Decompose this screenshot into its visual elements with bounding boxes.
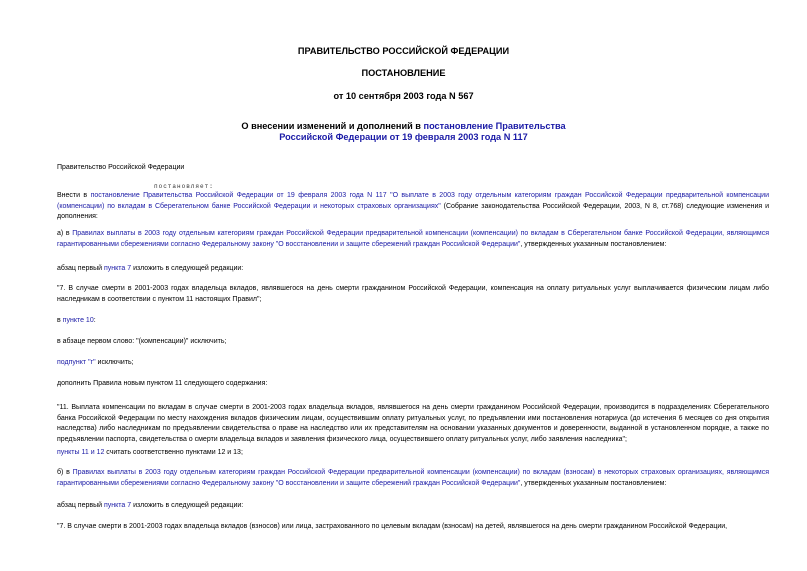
document-title — [0, 121, 807, 143]
paragraph-2 — [57, 229, 769, 250]
paragraph-11 — [57, 468, 769, 489]
doc-type-heading: ПОСТАНОВЛЕНИЕ — [361, 68, 446, 78]
paragraph-4: "7. В случае смерти в 2001-2003 годах владельца вкладов, являвшегося на день смерти гражданином Российской Федерации, компенсация на оплату ритуальных услуг выплачивается физическим лицам либо наследникам в соответствии с пунктом 11 настоящих Правил"; — [57, 285, 769, 303]
p3-text-a: абзац первый — [57, 265, 104, 272]
paragraph-13: "7. В случае смерти в 2001-2003 годах владельца вкладов (взносов) или лица, застрахованного по целевым вкладам (взносам) на детей, являвшегося на день смерти гражданином Российской Федерации, — [57, 523, 728, 530]
title-link-line1[interactable]: постановление Правительства — [423, 121, 566, 131]
p2-link[interactable]: Правилах выплаты в 2003 году отдельным категориям граждан Российской Федерации предварительной компенсации (компенсации) по вкладам в Сберегательном банке Российской Федерации, являющимся гарантированными сбережениями согласно Федеральному закону "О восстановлении и защите сбережений граждан Российской Федерации" — [57, 230, 769, 248]
paragraph-12 — [57, 501, 769, 512]
title-prefix: О внесении изменений и дополнений в — [241, 121, 424, 131]
p7-text-b: исключить; — [95, 359, 134, 366]
decrees-line: постановляет: — [154, 183, 214, 190]
paragraph-3 — [57, 264, 769, 275]
date-number-heading: от 10 сентября 2003 года N 567 — [333, 91, 474, 101]
p12-link[interactable]: пункта 7 — [104, 502, 132, 509]
title-link-line2[interactable]: Российской Федерации от 19 февраля 2003 года N 117 — [279, 132, 528, 142]
p5-text-a: в — [57, 317, 63, 324]
p5-link[interactable]: пункте 10 — [62, 317, 94, 324]
paragraph-7 — [57, 358, 769, 369]
p1-link[interactable]: постановление Правительства Российской Федерации от 19 февраля 2003 года N 117 "О выплате в 2003 году отдельным категориям граждан Российской Федерации предварительной компенсации (компенсации) по вкладам в Сберегательном банке Российской Федерации и некоторых страховых организациях" — [57, 192, 770, 210]
p7-link[interactable]: подпункт "г" — [57, 359, 96, 366]
p11-link[interactable]: Правилах выплаты в 2003 году отдельным категориям граждан Российской Федерации предварительной компенсации (компенсации) по вкладам (взносам) в некоторых страховых организациях, являющимся гарантированными сбережениями согласно Федеральному закону "О восстановлении и защите сбережений граждан Российской Федерации" — [57, 469, 769, 487]
p3-link[interactable]: пункта 7 — [104, 265, 132, 272]
paragraph-10 — [57, 448, 769, 459]
p11-text-b: , утвержденных указанным постановлением: — [520, 479, 667, 487]
paragraph-8: дополнить Правила новым пунктом 11 следующего содержания: — [57, 380, 268, 387]
p12-text-a: абзац первый — [57, 502, 104, 509]
paragraph-5 — [57, 316, 769, 327]
p2-text-a: а) в — [57, 230, 73, 237]
p1-text-b: (Собрание законодательства Российской Федерации, 2003, N 8, ст.768) следующие изменения и дополнения: — [57, 202, 769, 220]
p3-text-b: изложить в следующей редакции: — [131, 265, 244, 272]
p11-text-a: б) в — [57, 469, 73, 476]
paragraph-9: "11. Выплата компенсации по вкладам в случае смерти в 2001-2003 годах владельца вкладов, являвшегося на день смерти гражданином Российской Федерации, производится в подразделениях Сберегательного банка Российской Федерации по месту нахождения вкладов физическим лицам, осуществившим оплату ритуальных услуг, по предъявлении ими постановления нотариуса (до истечения 6 месяцев со дня открытия наследства) либо наследникам по предъявлении свидетельства о праве на наследство или их представителям на основании указанных документов и доверенности, выданной в установленном порядке, а также по предъявлении паспорта, свидетельства о смерти владельца вкладов и заявления физического лица, осуществившего оплату ритуальных услуг, либо заявления наследника"; — [57, 404, 769, 443]
p5-text-b: : — [93, 317, 96, 324]
paragraph-1 — [57, 191, 769, 223]
p2-text-b: , утвержденных указанным постановлением: — [520, 240, 667, 248]
p1-text-a: Внести в — [57, 192, 91, 199]
authority-heading: ПРАВИТЕЛЬСТВО РОССИЙСКОЙ ФЕДЕРАЦИИ — [297, 46, 510, 56]
government-line: Правительство Российской Федерации — [57, 164, 185, 171]
paragraph-6: в абзаце первом слово: "(компенсации)" исключить; — [57, 338, 227, 345]
p10-text-b: считать соответственно пунктами 12 и 13; — [104, 449, 243, 456]
p10-link[interactable]: пункты 11 и 12 — [57, 449, 105, 456]
p12-text-b: изложить в следующей редакции: — [131, 502, 244, 509]
